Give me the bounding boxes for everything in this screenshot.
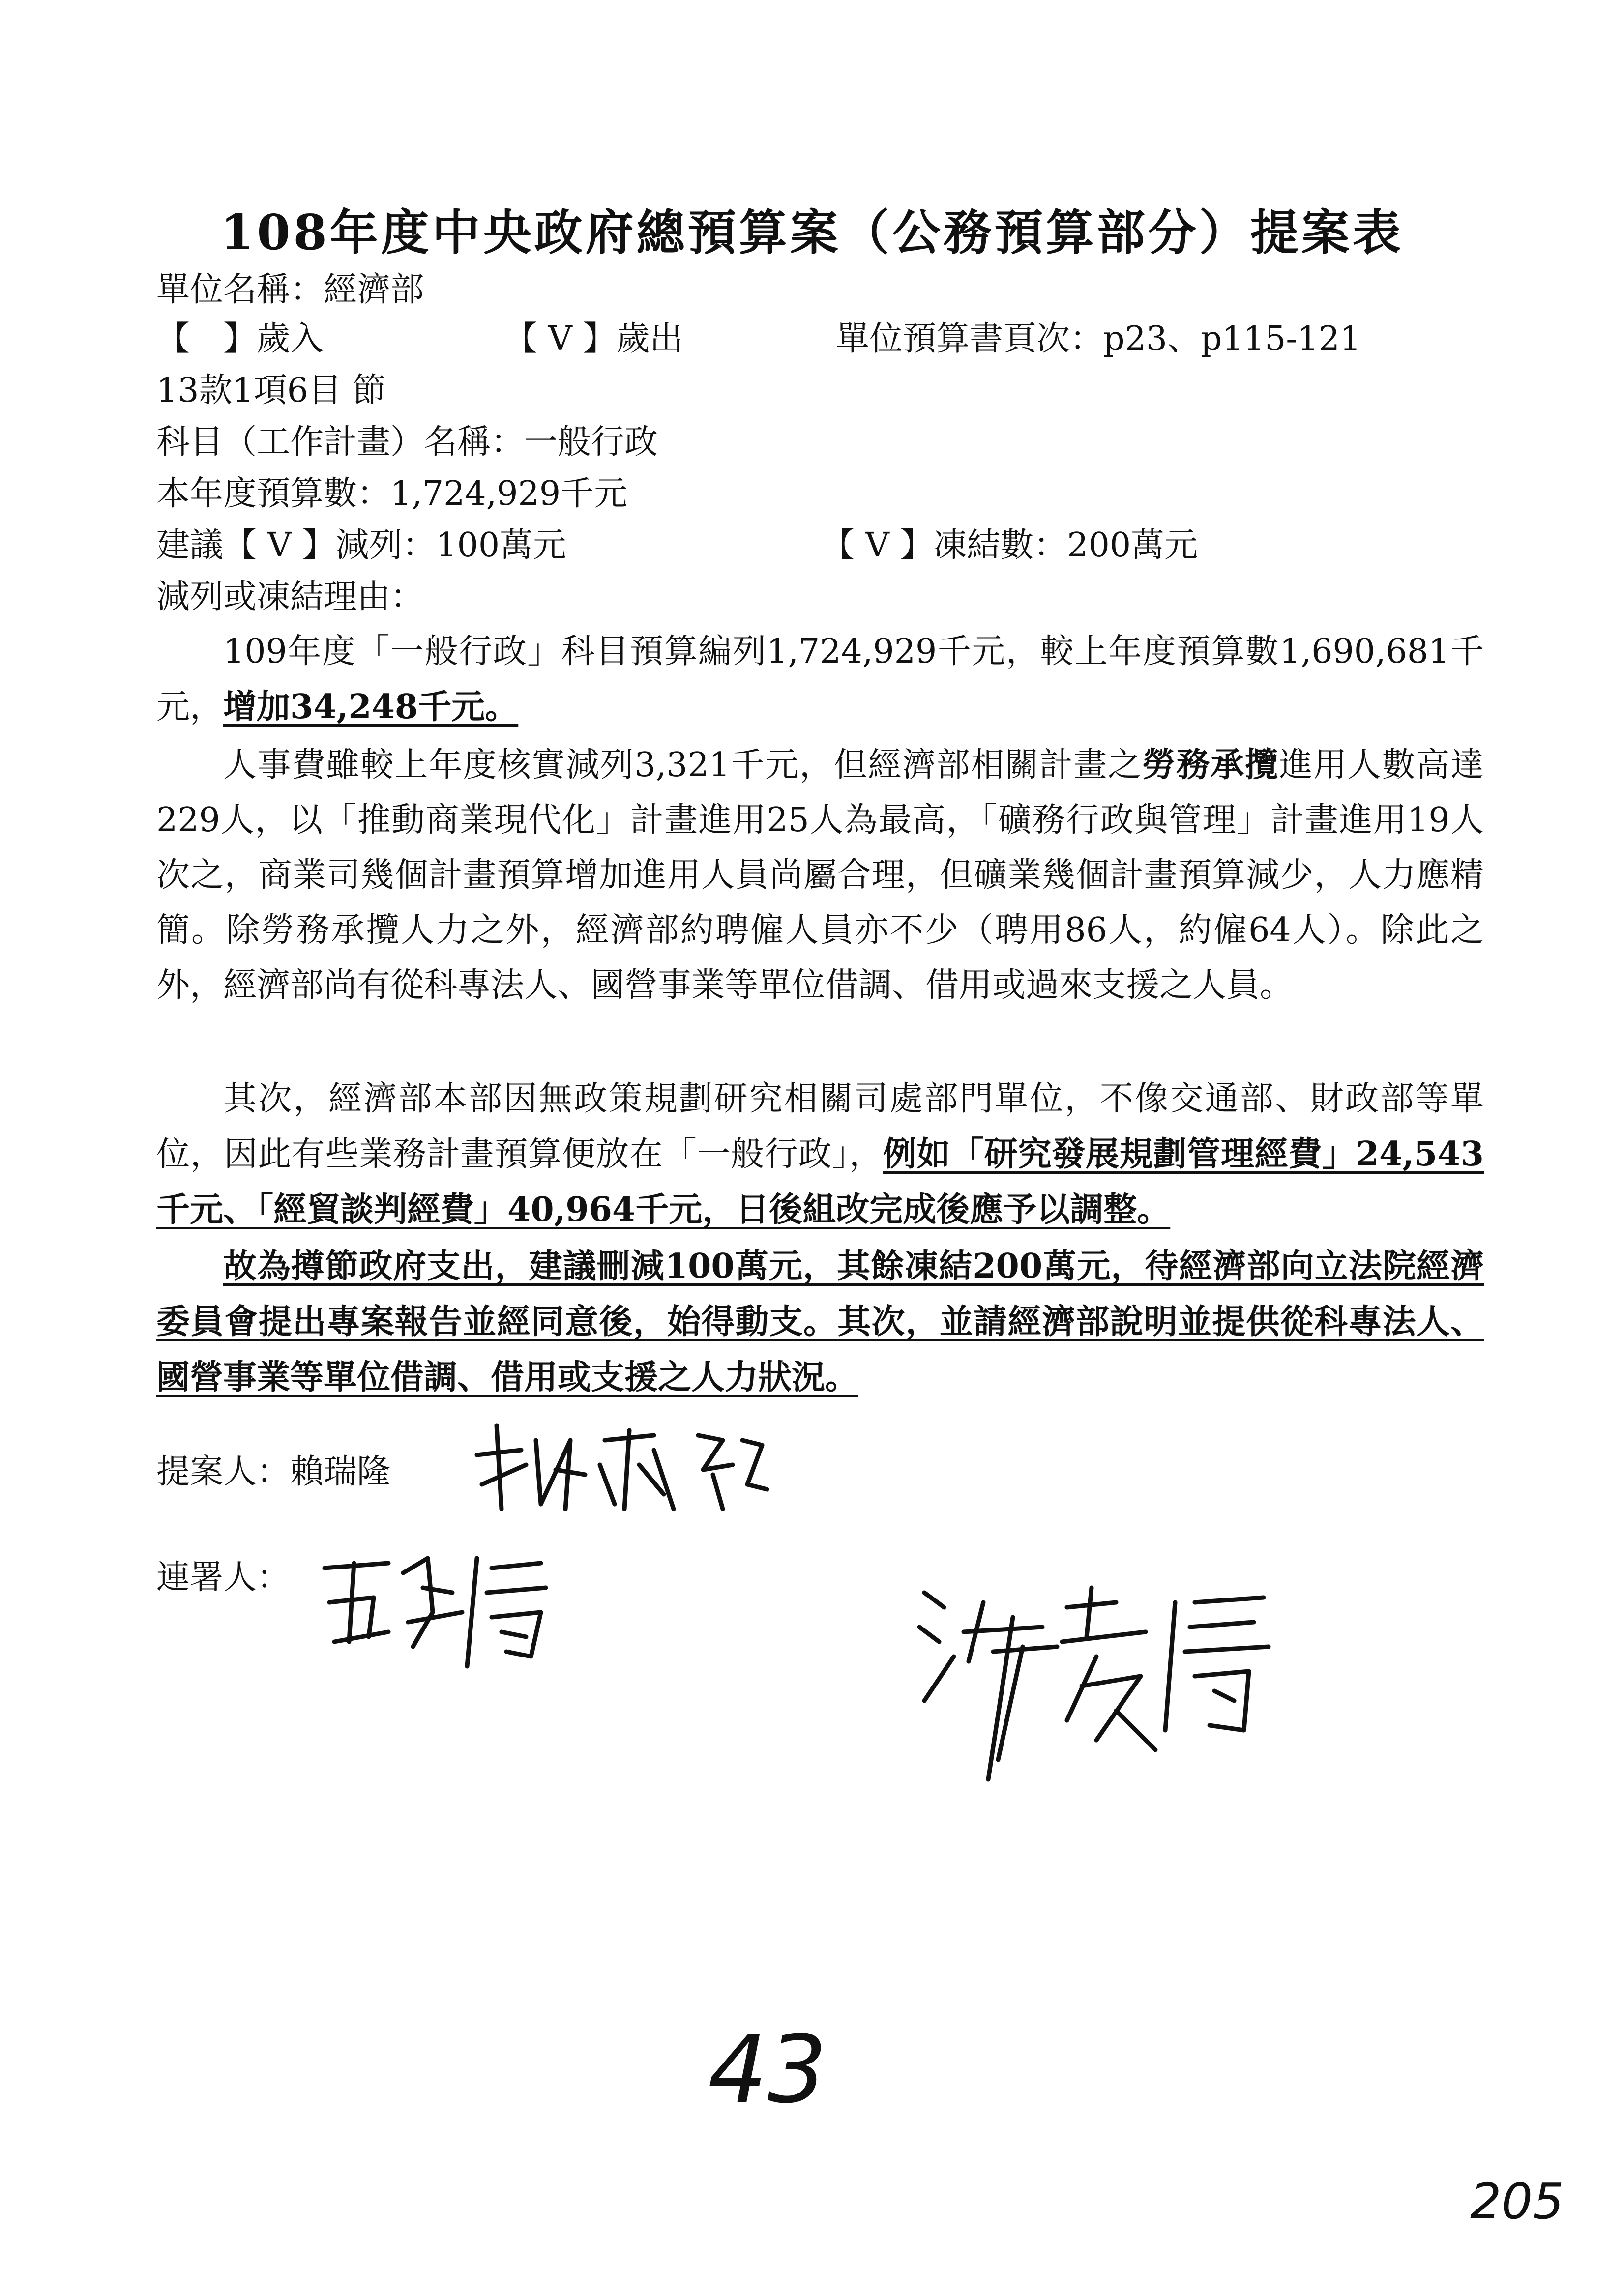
document-title: 108年度中央政府總預算案（公務預算部分）提案表	[220, 204, 1404, 261]
p3-highlight: 例如「研究發展規劃管理經費」24,543千元、「經貿談判經費」40,964千元，日後組改完成後應予以調整。	[156, 1134, 1484, 1229]
p2-bold: 勞務承攬	[1142, 745, 1279, 785]
p3-text: 其次，經濟部本部因無政策規劃研究相關司處部門單位，不像交通部、財政部等單位，因此有些業務計畫預算便放在「一般行政」，	[156, 1079, 1484, 1174]
paragraph-1	[156, 624, 1484, 735]
reason-label: 減列或凍結理由：	[156, 578, 424, 616]
subject-name: 科目（工作計畫）名稱：一般行政	[156, 423, 658, 462]
budget-amount: 本年度預算數：1,724,929千元	[156, 474, 628, 513]
p1-highlight: 增加34,248千元。	[223, 687, 519, 727]
unit-name: 單位名稱：經濟部	[156, 270, 424, 309]
paragraph-2	[156, 737, 1484, 1013]
cosigner-label: 連署人：	[156, 1558, 291, 1597]
p1-text: 109年度「一般行政」科目預算編列1,724,929千元，較上年度預算數1,690,681千元，	[156, 632, 1484, 727]
item-code: 13款1項6目 節	[156, 371, 386, 410]
corner-number: 205	[1470, 2173, 1564, 2230]
p2-text-a: 人事費雖較上年度核實減列3,321千元，但經濟部相關計畫之	[223, 746, 1142, 785]
suggest-cut: 建議【 V 】減列：100萬元	[156, 526, 567, 565]
p2-text-c: 進用人數高達229人，以「推動商業現代化」計畫進用25人為最高，「礦務行政與管理」計畫進用19人次之，商業司幾個計畫預算增加進用人員尚屬合理，但礦業幾個計畫預算減少，人力應精簡。除勞務承攬人力之外，經濟部約聘僱人員亦不少（聘用86人，約僱64人）。除此之外，經濟部尚有從科專法人、國營事業等單位借調、借用或過來支援之人員。	[156, 746, 1484, 1005]
p4-highlight: 故為撙節政府支出，建議刪減100萬元，其餘凍結200萬元，待經濟部向立法院經濟委員會提出專案報告並經同意後，始得動支。其次，並請經濟部說明並提供從科專法人、國營事業等單位借調、借用或支援之人力狀況。	[156, 1247, 1484, 1397]
page-number: 43	[708, 2015, 827, 2124]
paragraph-4	[156, 1239, 1484, 1405]
proposer-signature	[467, 1411, 772, 1519]
cosigner-signature-2	[910, 1573, 1303, 1789]
cosigner-signature-1	[315, 1539, 580, 1686]
suggest-freeze: 【 V 】凍結數：200萬元	[821, 526, 1198, 565]
revenue-checkbox: 【 】歲入	[156, 320, 324, 358]
expense-checkbox: 【 V 】歲出	[504, 320, 683, 358]
paragraph-3	[156, 1072, 1484, 1238]
budget-pages: 單位預算書頁次：p23、p115-121	[836, 320, 1361, 358]
proposer-label: 提案人：賴瑞隆	[156, 1453, 391, 1491]
